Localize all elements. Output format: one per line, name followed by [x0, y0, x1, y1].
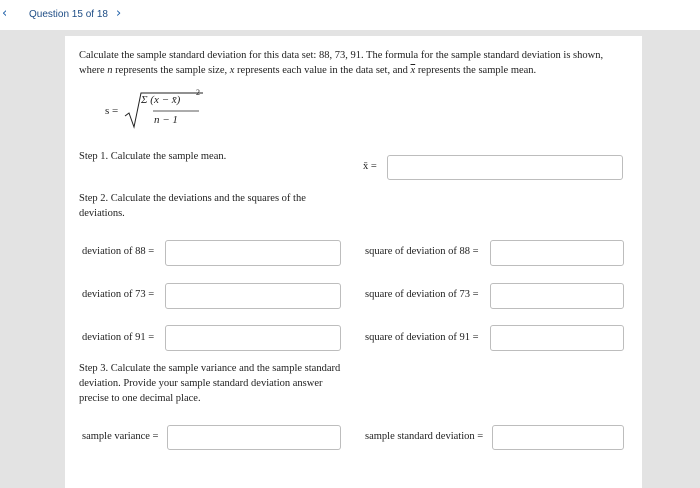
deviation-73-label: deviation of 73 = — [82, 289, 155, 300]
intro-text-4: represents the sample mean. — [417, 65, 537, 76]
intro-text-1: Calculate the sample standard deviation for this data set: 88, 73, 91. The formula for the sample standard deviation is shown, where — [79, 50, 604, 76]
sample-mean-input[interactable] — [387, 155, 623, 180]
question-intro — [79, 48, 629, 78]
deviation-88-input[interactable] — [165, 240, 341, 266]
sample-variance-label: sample variance = — [82, 431, 159, 442]
square-deviation-73-label: square of deviation of 73 = — [365, 289, 479, 300]
deviation-91-label: deviation of 91 = — [82, 332, 155, 343]
sample-sd-input[interactable] — [492, 425, 624, 450]
step1-text: Step 1. Calculate the sample mean. — [79, 151, 227, 162]
question-card — [65, 36, 642, 488]
intro-text-2: represents the sample size, — [115, 65, 228, 76]
square-deviation-91-input[interactable] — [490, 325, 624, 351]
square-deviation-88-input[interactable] — [490, 240, 624, 266]
square-deviation-88-label: square of deviation of 88 = — [365, 246, 479, 257]
sd-formula — [105, 90, 245, 130]
formula-exponent: 2 — [196, 88, 200, 97]
formula-numerator: Σ (x − x̄) — [141, 94, 181, 106]
deviation-88-label: deviation of 88 = — [82, 246, 155, 257]
intro-var-n: n — [107, 65, 113, 76]
deviation-91-input[interactable] — [165, 325, 341, 351]
intro-var-xbar: $\overline{x}$ — [410, 65, 416, 76]
question-counter[interactable]: Question 15 of 18 — [29, 9, 108, 20]
formula-lhs: s = — [105, 105, 119, 117]
mean-label: x̄ = — [363, 161, 377, 172]
step2-text: Step 2. Calculate the deviations and the squares of the deviations. — [79, 193, 306, 219]
step3-text: Step 3. Calculate the sample variance and the sample standard deviation. Provide your sample standard deviation answer precise to one decimal place. — [79, 363, 341, 404]
previous-question-icon[interactable]: ‹ — [2, 6, 8, 21]
intro-text-3: represents each value in the data set, and — [237, 65, 408, 76]
sample-variance-input[interactable] — [167, 425, 341, 450]
question-navigation-bar — [0, 0, 700, 30]
sample-sd-label: sample standard deviation = — [365, 431, 484, 442]
formula-denominator: n − 1 — [154, 114, 178, 126]
square-deviation-73-input[interactable] — [490, 283, 624, 309]
intro-var-x: x — [229, 65, 235, 76]
next-question-icon[interactable]: › — [116, 6, 122, 21]
deviation-73-input[interactable] — [165, 283, 341, 309]
square-deviation-91-label: square of deviation of 91 = — [365, 332, 479, 343]
